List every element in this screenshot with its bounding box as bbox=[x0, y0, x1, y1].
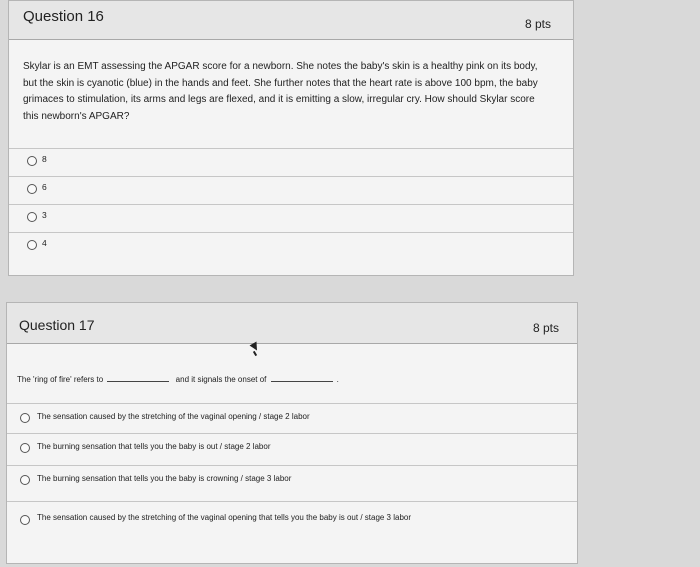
answer-option-3[interactable] bbox=[9, 204, 573, 233]
radio-button[interactable] bbox=[20, 443, 30, 453]
question-16-title: Question 16 bbox=[23, 8, 104, 25]
answer-option-3[interactable] bbox=[7, 465, 577, 502]
answer-option-4[interactable] bbox=[9, 232, 573, 261]
radio-button[interactable] bbox=[27, 156, 37, 166]
question-17-text bbox=[17, 373, 339, 384]
question-17-text-end: . bbox=[336, 375, 339, 384]
answer-option-6[interactable] bbox=[9, 176, 573, 205]
answer-label: 4 bbox=[42, 238, 47, 248]
question-16-text: Skylar is an EMT assessing the APGAR score for a newborn. She notes the baby's skin is a healthy pink on its body, but the skin is cyanotic (blue) in the hands and feet. She further notes that the heart rate is above 100 bpm, the baby grimaces to stimulation, its arms and legs are flexed, and it is emitting a slow, irregular cry. How should Skylar score this newborn's APGAR? bbox=[23, 61, 538, 122]
answer-label: 3 bbox=[42, 210, 47, 220]
answer-label: The burning sensation that tells you the baby is crowning / stage 3 labor bbox=[37, 474, 292, 483]
answer-option-2[interactable] bbox=[7, 433, 577, 466]
radio-button[interactable] bbox=[20, 515, 30, 525]
blank-1 bbox=[107, 373, 169, 382]
blank-2 bbox=[271, 373, 333, 382]
answer-option-4[interactable] bbox=[7, 501, 577, 542]
question-17-text-part2: and it signals the onset of bbox=[175, 375, 267, 384]
answer-option-1[interactable] bbox=[7, 403, 577, 434]
question-17-title: Question 17 bbox=[19, 317, 95, 333]
mouse-cursor-stem bbox=[253, 351, 257, 356]
radio-button[interactable] bbox=[20, 475, 30, 485]
answer-label: 8 bbox=[42, 154, 47, 164]
question-17-header bbox=[7, 303, 577, 344]
answer-label: 6 bbox=[42, 182, 47, 192]
answer-label: The burning sensation that tells you the baby is out / stage 2 labor bbox=[37, 442, 271, 451]
radio-button[interactable] bbox=[27, 184, 37, 194]
question-17-points: 8 pts bbox=[532, 321, 559, 335]
answer-label: The sensation caused by the stretching of the vaginal opening that tells you the baby is out / stage 3 labor bbox=[37, 513, 412, 522]
question-16-card bbox=[8, 0, 574, 276]
question-16-header bbox=[9, 1, 573, 40]
question-17-card bbox=[6, 302, 578, 564]
question-17-text-part1: The 'ring of fire' refers to bbox=[17, 375, 104, 384]
question-16-points: 8 pts bbox=[524, 17, 551, 31]
radio-button[interactable] bbox=[20, 413, 30, 423]
radio-button[interactable] bbox=[27, 212, 37, 222]
answer-label: The sensation caused by the stretching of the vaginal opening / stage 2 labor bbox=[37, 412, 310, 421]
answer-option-8[interactable] bbox=[9, 148, 573, 177]
radio-button[interactable] bbox=[27, 240, 37, 250]
